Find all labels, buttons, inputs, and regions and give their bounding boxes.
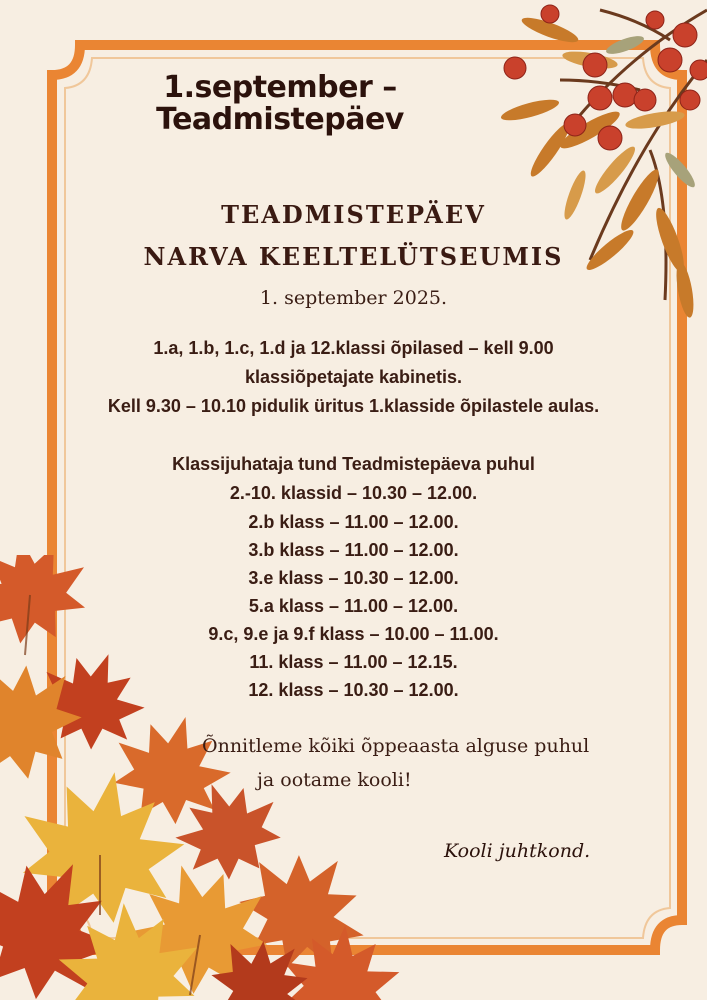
intro-line-3: Kell 9.30 – 10.10 pidulik üritus 1.klasside õpilastele aulas.: [107, 396, 600, 416]
schedule-item: 12. klass – 10.30 – 12.00.: [248, 680, 459, 700]
tagline: [120, 72, 440, 136]
schedule-item: 3.e klass – 10.30 – 12.00.: [248, 568, 459, 588]
signature: Kooli juhtkond.: [444, 840, 591, 862]
intro-line-2: klassiõpetajate kabinetis.: [244, 367, 463, 387]
tagline-line-2: Teadmistepäev: [156, 102, 404, 137]
event-date: 1. september 2025.: [259, 287, 448, 309]
tagline-line-1: 1.september –: [163, 70, 397, 105]
rowan-branch-icon: [440, 0, 707, 320]
schedule-item: 2.b klass – 11.00 – 12.00.: [248, 512, 459, 532]
schedule-item: 3.b klass – 11.00 – 12.00.: [248, 540, 459, 560]
heading-title: TEADMISTEPÄEV: [221, 200, 486, 229]
intro-line-1: 1.a, 1.b, 1.c, 1.d ja 12.klassi õpilased – kell 9.00: [153, 338, 554, 358]
schedule-item: 2.-10. klassid – 10.30 – 12.00.: [229, 483, 478, 503]
schedule-item: 11. klass – 11.00 – 12.15.: [249, 652, 458, 672]
schedule-item: 5.a klass – 11.00 – 12.00.: [248, 596, 459, 616]
greeting-line-2: ja ootame kooli!: [257, 769, 412, 791]
greeting-line-1: Õnnitleme kõiki õppeaasta alguse puhul: [202, 735, 590, 757]
schedule-item: 9.c, 9.e ja 9.f klass – 10.00 – 11.00.: [208, 624, 499, 644]
schedule-title: Klassijuhataja tund Teadmistepäeva puhul: [172, 454, 535, 474]
heading-school: NARVA KEELTELÜTSEUMIS: [143, 242, 564, 271]
